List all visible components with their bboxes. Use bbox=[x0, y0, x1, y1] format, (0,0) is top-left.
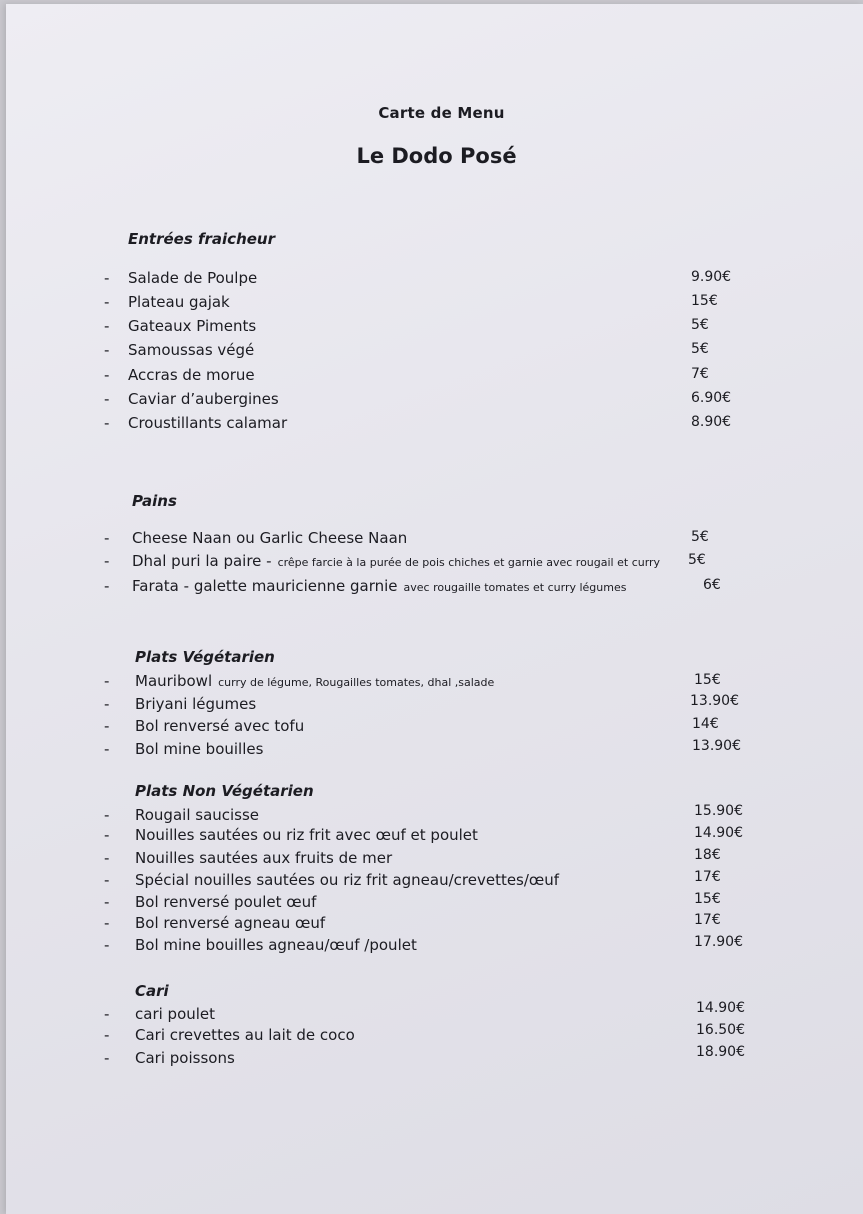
menu-item bbox=[0, 893, 863, 915]
menu-item bbox=[0, 577, 863, 599]
menu-item-name bbox=[132, 552, 660, 570]
menu-item-price: 6.90€ bbox=[691, 390, 732, 406]
menu-item-label: Accras de morue bbox=[128, 366, 255, 384]
menu-item bbox=[0, 341, 863, 363]
bullet-dash: - bbox=[104, 269, 110, 287]
menu-item-price: 13.90€ bbox=[690, 693, 739, 709]
menu-item-name bbox=[135, 717, 304, 735]
restaurant-name: Le Dodo Posé bbox=[356, 144, 517, 168]
bullet-dash: - bbox=[104, 366, 110, 384]
menu-item bbox=[0, 717, 863, 739]
section-title-cari: Cari bbox=[135, 982, 169, 1000]
menu-item bbox=[0, 414, 863, 436]
menu-item-name bbox=[128, 269, 257, 287]
menu-item bbox=[0, 552, 863, 574]
menu-item-label: Samoussas végé bbox=[128, 341, 255, 359]
menu-item-label: Nouilles sautées aux fruits de mer bbox=[135, 849, 393, 867]
menu-item-name bbox=[128, 317, 256, 335]
menu-item-label: Briyani légumes bbox=[135, 695, 257, 713]
menu-item-price: 18€ bbox=[694, 847, 721, 863]
menu-item-label: Spécial nouilles sautées ou riz frit agneau/crevettes/œuf bbox=[135, 871, 560, 889]
menu-item-label: cari poulet bbox=[135, 1005, 216, 1023]
bullet-dash: - bbox=[104, 414, 110, 432]
menu-item-label: Salade de Poulpe bbox=[128, 269, 258, 287]
bullet-dash: - bbox=[104, 293, 110, 311]
menu-item-name bbox=[132, 577, 626, 595]
menu-item bbox=[0, 1044, 863, 1071]
menu-item-price: 14.90€ bbox=[696, 1000, 745, 1016]
menu-item bbox=[0, 529, 863, 551]
section-title-non-vegetarien: Plats Non Végétarien bbox=[135, 782, 314, 800]
menu-item-price: 17€ bbox=[694, 869, 721, 885]
menu-item bbox=[0, 269, 863, 291]
menu-item bbox=[0, 293, 863, 315]
menu-item-label: Plateau gajak bbox=[128, 293, 230, 311]
bullet-dash: - bbox=[104, 849, 110, 867]
menu-subtitle: Carte de Menu bbox=[378, 104, 505, 122]
menu-item-description: crêpe farcie à la purée de pois chiches et garnie avec rougail et curry bbox=[277, 556, 661, 569]
menu-item-name bbox=[135, 672, 494, 690]
menu-item-price: 17.90€ bbox=[694, 934, 743, 950]
menu-item-price: 7€ bbox=[691, 366, 709, 382]
menu-item bbox=[0, 849, 863, 871]
bullet-dash: - bbox=[104, 317, 110, 335]
menu-item-label: Bol mine bouilles bbox=[135, 740, 264, 758]
menu-item-name bbox=[135, 849, 392, 867]
bullet-dash: - bbox=[104, 529, 110, 547]
menu-item-label: Rougail saucisse bbox=[135, 806, 260, 824]
menu-item-label: Gateaux Piments bbox=[128, 317, 257, 335]
menu-item bbox=[0, 740, 863, 762]
menu-item-name bbox=[135, 871, 559, 889]
menu-item-price: 13.90€ bbox=[692, 738, 741, 754]
menu-item bbox=[0, 317, 863, 339]
bullet-dash: - bbox=[104, 717, 110, 735]
bullet-dash: - bbox=[104, 672, 110, 690]
bullet-dash: - bbox=[104, 577, 110, 595]
bullet-dash: - bbox=[104, 1026, 110, 1044]
section-title-pains: Pains bbox=[132, 492, 177, 510]
menu-item-label: Cari poissons bbox=[135, 1049, 235, 1067]
menu-item-price: 5€ bbox=[691, 317, 709, 333]
menu-item-price: 17€ bbox=[694, 912, 721, 928]
bullet-dash: - bbox=[104, 914, 110, 932]
menu-item-price: 15€ bbox=[691, 293, 718, 309]
menu-item bbox=[0, 826, 863, 848]
menu-item-name bbox=[135, 936, 417, 954]
section-title-vegetarien: Plats Végétarien bbox=[135, 648, 275, 666]
menu-item-price: 15€ bbox=[694, 891, 721, 907]
section-title-entrees: Entrées fraicheur bbox=[128, 230, 275, 248]
menu-item-label: Croustillants calamar bbox=[128, 414, 288, 432]
menu-item-label: Cheese Naan ou Garlic Cheese Naan bbox=[132, 529, 408, 547]
bullet-dash: - bbox=[104, 390, 110, 408]
bullet-dash: - bbox=[104, 936, 110, 954]
menu-item-name bbox=[128, 414, 287, 432]
menu-item-name bbox=[128, 293, 230, 311]
menu-item-price: 18.90€ bbox=[696, 1044, 745, 1060]
menu-item-label: Farata - galette mauricienne garnie bbox=[132, 577, 398, 595]
menu-item-price: 14€ bbox=[692, 716, 719, 732]
menu-item-name bbox=[135, 826, 478, 844]
bullet-dash: - bbox=[104, 740, 110, 758]
menu-item-description: avec rougaille tomates et curry légumes bbox=[403, 581, 627, 594]
menu-item-label: Bol mine bouilles agneau/œuf /poulet bbox=[135, 936, 417, 954]
bullet-dash: - bbox=[104, 695, 110, 713]
menu-item-name bbox=[135, 1026, 355, 1044]
menu-item-name bbox=[128, 366, 255, 384]
menu-item-label: Dhal puri la paire - bbox=[132, 552, 272, 570]
menu-item-name bbox=[135, 914, 325, 932]
menu-item-price: 6€ bbox=[703, 577, 721, 593]
menu-item-price: 5€ bbox=[691, 529, 709, 545]
menu-item-name bbox=[128, 341, 254, 359]
bullet-dash: - bbox=[104, 552, 110, 570]
menu-item-label: Bol renversé agneau œuf bbox=[135, 914, 326, 932]
menu-item-price: 5€ bbox=[688, 552, 706, 568]
menu-item bbox=[0, 366, 863, 388]
menu-item-name bbox=[135, 740, 263, 758]
menu-item bbox=[0, 914, 863, 936]
menu-item-price: 14.90€ bbox=[694, 825, 743, 841]
bullet-dash: - bbox=[104, 871, 110, 889]
menu-item-description: curry de légume, Rougailles tomates, dhal ,salade bbox=[218, 676, 495, 689]
menu-item-price: 15.90€ bbox=[694, 803, 743, 819]
menu-item-label: Mauribowl bbox=[135, 672, 213, 690]
menu-item-price: 16.50€ bbox=[696, 1022, 745, 1038]
bullet-dash: - bbox=[104, 1049, 110, 1067]
menu-item-price: 5€ bbox=[691, 341, 709, 357]
menu-item-name bbox=[135, 1049, 235, 1067]
menu-item-label: Cari crevettes au lait de coco bbox=[135, 1026, 355, 1044]
bullet-dash: - bbox=[104, 826, 110, 844]
menu-item bbox=[0, 390, 863, 412]
menu-item-name bbox=[128, 390, 279, 408]
menu-item-name bbox=[135, 806, 259, 824]
menu-item-name bbox=[135, 893, 316, 911]
menu-item-name bbox=[132, 529, 407, 547]
bullet-dash: - bbox=[104, 806, 110, 824]
menu-item-name bbox=[135, 1005, 215, 1023]
menu-item-name bbox=[135, 695, 256, 713]
menu-item-label: Bol renversé poulet œuf bbox=[135, 893, 317, 911]
menu-item-price: 8.90€ bbox=[691, 414, 732, 430]
menu-item bbox=[0, 695, 863, 717]
bullet-dash: - bbox=[104, 341, 110, 359]
menu-item-price: 15€ bbox=[694, 672, 721, 688]
bullet-dash: - bbox=[104, 893, 110, 911]
menu-item bbox=[0, 871, 863, 893]
menu-item-label: Bol renversé avec tofu bbox=[135, 717, 305, 735]
menu-item-label: Caviar d’aubergines bbox=[128, 390, 279, 408]
menu-item-price: 9.90€ bbox=[691, 269, 732, 285]
menu-item bbox=[0, 672, 863, 694]
bullet-dash: - bbox=[104, 1005, 110, 1023]
menu-item-label: Nouilles sautées ou riz frit avec œuf et poulet bbox=[135, 826, 478, 844]
menu-item bbox=[0, 936, 863, 958]
